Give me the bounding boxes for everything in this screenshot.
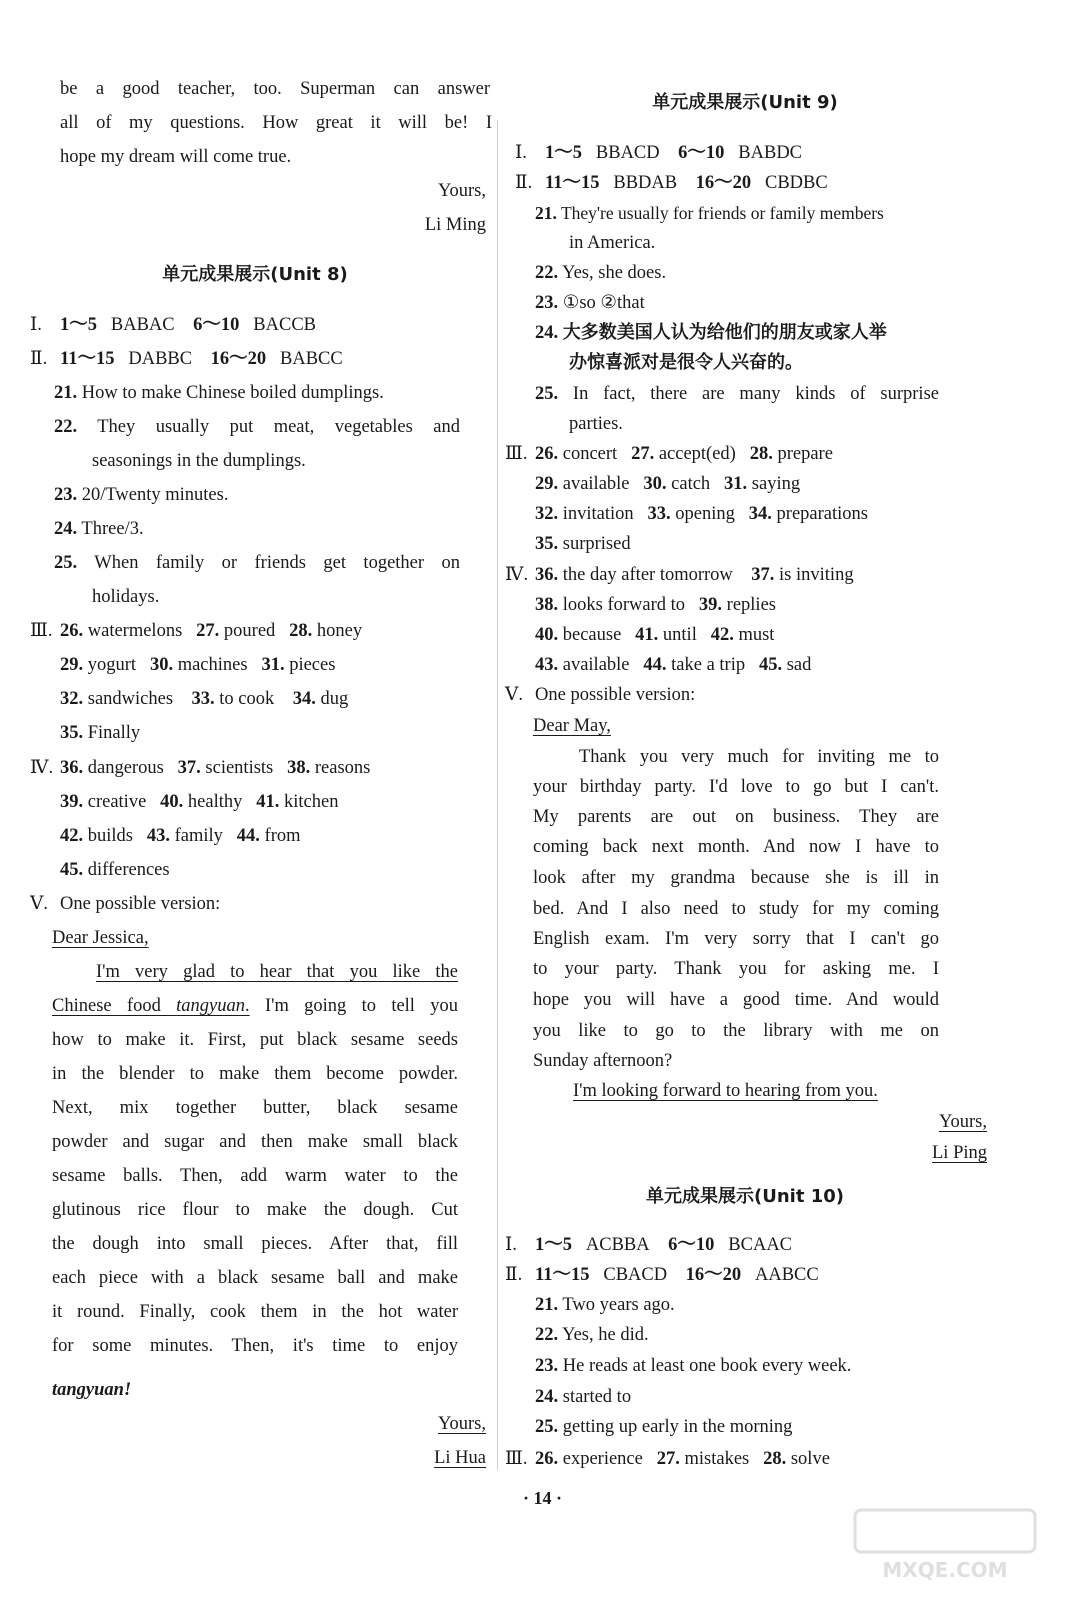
- intro-line-1: be a good teacher, too. Superman can answer: [60, 79, 490, 99]
- u9-letter-line-7: English exam. I'm very sorry that I can't go: [533, 929, 939, 949]
- section-numeral: Ⅰ.: [515, 143, 527, 163]
- u9-letter-line-9: hope you will have a good time. And would: [533, 990, 939, 1010]
- u9-letter-line-2: your birthday party. I'd love to go but I can't.: [533, 777, 939, 797]
- item-number: 27.: [656, 1449, 680, 1469]
- u8-letter-line-6: powder and sugar and then make small black: [52, 1132, 458, 1152]
- item-number: 41.: [256, 792, 280, 812]
- item-text: solve: [790, 1449, 830, 1469]
- item-text: creative: [87, 792, 147, 812]
- u9-letter-line-4: coming back next month. And now I have to: [533, 837, 939, 857]
- u9-item-24: [535, 320, 887, 346]
- range-label: 6～10: [678, 143, 725, 163]
- page-number: · 14 ·: [522, 1488, 562, 1508]
- item-text: machines: [177, 655, 248, 675]
- section-numeral: Ⅴ.: [505, 685, 523, 705]
- watermark-logo: [845, 1505, 1045, 1585]
- item-text: Yes, she does.: [562, 263, 667, 283]
- unit8-title: 单元成果展示(Unit 8): [162, 264, 348, 285]
- item-number: 21.: [54, 383, 78, 403]
- section-numeral: Ⅴ.: [30, 894, 48, 914]
- u8-letter-line-4: in the blender to make them become powder.: [52, 1064, 458, 1084]
- answers: CBDBC: [765, 173, 828, 193]
- u9-section-II: [515, 170, 828, 196]
- u9-letter-line-10: you like to go to the library with me on: [533, 1021, 939, 1041]
- u8-letter-line-12: for some minutes. Then, it's time to enjoy: [52, 1336, 458, 1356]
- item-text: kitchen: [284, 792, 339, 812]
- item-text: scientists: [205, 758, 274, 778]
- u8-section-IV-row2: [60, 789, 338, 815]
- item-text: prepare: [777, 444, 833, 464]
- item-number: 26.: [535, 444, 559, 464]
- unit9-title: 单元成果展示(Unit 9): [652, 92, 838, 113]
- item-text: experience: [562, 1449, 643, 1469]
- range-label: 11～15: [545, 173, 600, 193]
- u8-letter-line-8: glutinous rice flour to make the dough. Cut: [52, 1200, 458, 1220]
- u9-section-III-row1: [505, 441, 833, 467]
- intro-line-3: hope my dream will come true.: [60, 147, 292, 167]
- answers: BBDAB: [613, 173, 678, 193]
- item-text: differences: [87, 860, 170, 880]
- answers: ACBBA: [585, 1235, 650, 1255]
- section-numeral: Ⅲ.: [30, 621, 53, 641]
- item-text: must: [738, 625, 775, 645]
- range-label: 11～15: [535, 1265, 590, 1285]
- u8-letter-line-13: tangyuan!: [52, 1380, 132, 1400]
- u9-letter-line-5: look after my grandma because she is ill in: [533, 868, 939, 888]
- u9-item-25-cont: parties.: [569, 414, 623, 434]
- u8-item-21: [54, 380, 384, 406]
- u8-section-V: [30, 891, 220, 917]
- u10-item-22: [535, 1322, 649, 1348]
- u10-section-I: [505, 1232, 792, 1258]
- item-number: 33.: [191, 689, 215, 709]
- u8-item-25-cont: holidays.: [92, 587, 160, 607]
- section-numeral: Ⅰ.: [505, 1235, 517, 1255]
- u8-letter-line-5: Next, mix together butter, black sesame: [52, 1098, 458, 1118]
- u9-letter-line-11: Sunday afternoon?: [533, 1051, 673, 1071]
- item-number: 34.: [292, 689, 316, 709]
- range-label: 16～20: [695, 173, 752, 193]
- intro-line-2: all of my questions. How great it will be! I: [60, 113, 492, 133]
- item-text: How to make Chinese boiled dumplings.: [81, 383, 384, 403]
- u8-letter-line-7: sesame balls. Then, add warm water to the: [52, 1166, 458, 1186]
- item-number: 29.: [60, 655, 84, 675]
- u8-section-IV-row1: [30, 755, 370, 781]
- u9-section-III-row2: [535, 471, 800, 497]
- u8-signature: Li Hua: [434, 1448, 486, 1468]
- item-text: until: [662, 625, 697, 645]
- item-number: 44.: [643, 655, 667, 675]
- u8-section-IV-row4: [60, 857, 170, 883]
- item-number: 34.: [748, 504, 772, 524]
- item-number: 41.: [635, 625, 659, 645]
- answers: CBACD: [603, 1265, 668, 1285]
- u10-item-25: [535, 1414, 792, 1440]
- item-number: 27.: [631, 444, 655, 464]
- item-number: 21.: [535, 203, 557, 223]
- u8-letter-line-1: I'm very glad to hear that you like the: [96, 962, 458, 982]
- u8-item-23: [54, 482, 228, 508]
- u10-section-III: [505, 1446, 830, 1472]
- u8-item-25: [54, 550, 460, 576]
- item-text: In fact, there are many kinds of surprise: [572, 384, 939, 404]
- item-text: ①so ②that: [562, 293, 645, 313]
- item-text: He reads at least one book every week.: [562, 1356, 852, 1376]
- watermark-frame: [855, 1510, 1035, 1552]
- item-text: 20/Twenty minutes.: [81, 485, 229, 505]
- section-numeral: Ⅱ.: [515, 173, 533, 193]
- item-number: 42.: [710, 625, 734, 645]
- item-text: Three/3.: [81, 519, 144, 539]
- item-number: 40.: [160, 792, 184, 812]
- version-label: One possible version:: [60, 894, 221, 914]
- u10-item-23: [535, 1353, 851, 1379]
- section-numeral: Ⅱ.: [30, 349, 48, 369]
- u9-item-21-cont: in America.: [569, 233, 656, 253]
- intro-signature: Li Ming: [424, 215, 486, 235]
- item-text: looks forward to: [562, 595, 686, 615]
- item-text: because: [562, 625, 622, 645]
- u8-letter-line-3: how to make it. First, put black sesame seeds: [52, 1030, 458, 1050]
- item-number: 26.: [535, 1449, 559, 1469]
- item-number: 23.: [535, 1356, 559, 1376]
- answers: BABCC: [280, 349, 343, 369]
- item-text: opening: [675, 504, 735, 524]
- item-number: 36.: [60, 758, 84, 778]
- item-number: 43.: [535, 655, 559, 675]
- range-label: 16～20: [685, 1265, 742, 1285]
- item-number: 28.: [289, 621, 313, 641]
- item-number: 45.: [60, 860, 84, 880]
- item-text: mistakes: [684, 1449, 750, 1469]
- item-number: 28.: [749, 444, 773, 464]
- item-text: dangerous: [87, 758, 164, 778]
- item-number: 37.: [177, 758, 201, 778]
- item-number: 31.: [261, 655, 285, 675]
- u9-letter-line-1: Thank you very much for inviting me to: [579, 747, 939, 767]
- u8-item-22: [54, 414, 460, 440]
- answers: BABDC: [738, 143, 803, 163]
- u9-letter-closing: I'm looking forward to hearing from you.: [573, 1081, 878, 1101]
- u9-section-V: [505, 682, 695, 708]
- item-number: 43.: [146, 826, 170, 846]
- u8-letter-line-11: it round. Finally, cook them in the hot water: [52, 1302, 458, 1322]
- u9-yours: Yours,: [939, 1112, 987, 1132]
- u8-section-II: [30, 346, 343, 372]
- item-number: 30.: [643, 474, 667, 494]
- u9-section-IV-row3: [535, 622, 774, 648]
- item-number: 29.: [535, 474, 559, 494]
- item-number: 37.: [751, 565, 775, 585]
- item-number: 38.: [287, 758, 311, 778]
- range-label: 6～10: [193, 315, 240, 335]
- item-number: 22.: [535, 1325, 559, 1345]
- item-text: yogurt: [87, 655, 137, 675]
- item-text: healthy: [187, 792, 243, 812]
- item-text: started to: [562, 1387, 632, 1407]
- u8-section-III-row4: [60, 720, 140, 746]
- item-text: Finally: [87, 723, 141, 743]
- item-text: Two years ago.: [562, 1295, 675, 1315]
- item-number: 44.: [236, 826, 260, 846]
- answers: BABAC: [110, 315, 175, 335]
- u8-letter-line-2: Chinese food tangyuan. I'm going to tell you: [52, 996, 459, 1016]
- item-text: concert: [562, 444, 618, 464]
- item-number: 25.: [535, 1417, 559, 1437]
- range-label: 1～5: [535, 1235, 573, 1255]
- u9-item-24-cont: 办惊喜派对是很令人兴奋的。: [569, 352, 803, 373]
- u8-section-I: [30, 312, 316, 338]
- section-numeral: Ⅱ.: [505, 1265, 523, 1285]
- u8-letter-line-10: each piece with a black sesame ball and make: [52, 1268, 458, 1288]
- version-label: One possible version:: [535, 685, 696, 705]
- item-text: 大多数美国人认为给他们的朋友或家人举: [562, 322, 887, 343]
- item-number: 33.: [647, 504, 671, 524]
- item-text: family: [174, 826, 223, 846]
- item-text: pieces: [289, 655, 336, 675]
- item-number: 27.: [196, 621, 220, 641]
- item-text: available: [562, 474, 630, 494]
- item-text: replies: [726, 595, 776, 615]
- range-label: 1～5: [545, 143, 583, 163]
- section-numeral: Ⅲ.: [505, 1449, 528, 1469]
- u9-section-IV-row1: [505, 562, 854, 588]
- item-text: the day after tomorrow: [562, 565, 733, 585]
- u10-item-24: [535, 1384, 631, 1410]
- answers: BBACD: [595, 143, 660, 163]
- item-number: 42.: [60, 826, 84, 846]
- item-text: available: [562, 655, 630, 675]
- item-text: saying: [751, 474, 801, 494]
- item-text: They usually put meat, vegetables and: [97, 417, 460, 437]
- item-number: 32.: [535, 504, 559, 524]
- item-number: 23.: [535, 293, 559, 313]
- item-number: 35.: [535, 534, 559, 554]
- item-text: dug: [320, 689, 349, 709]
- watermark-text: MXQE.COM: [882, 1558, 1008, 1582]
- u9-item-21: [535, 200, 884, 226]
- item-text: to cook: [219, 689, 275, 709]
- item-text: getting up early in the morning: [562, 1417, 793, 1437]
- item-number: 39.: [698, 595, 723, 615]
- item-number: 36.: [535, 565, 559, 585]
- item-number: 32.: [60, 689, 84, 709]
- u9-letter-salutation: Dear May,: [533, 716, 611, 736]
- item-text: accept(ed): [658, 444, 736, 464]
- u9-section-IV-row2: [535, 592, 776, 618]
- column-divider: [497, 120, 498, 1470]
- u9-section-III-row4: [535, 531, 631, 557]
- answers: BACCB: [253, 315, 316, 335]
- item-text: from: [264, 826, 301, 846]
- unit10-title: 单元成果展示(Unit 10): [646, 1186, 844, 1207]
- u9-item-22: [535, 260, 666, 286]
- section-numeral: Ⅲ.: [505, 444, 528, 464]
- u8-letter-salutation: Dear Jessica,: [52, 928, 149, 948]
- u10-item-21: [535, 1292, 675, 1318]
- item-text: catch: [671, 474, 711, 494]
- u9-letter-line-6: bed. And I also need to study for my coming: [533, 899, 939, 919]
- item-text: surprised: [562, 534, 631, 554]
- item-number: 30.: [149, 655, 174, 675]
- item-number: 38.: [535, 595, 559, 615]
- item-text: watermelons: [87, 621, 183, 641]
- answers: BCAAC: [728, 1235, 793, 1255]
- range-label: 16～20: [210, 349, 267, 369]
- u9-section-IV-row4: [535, 652, 811, 678]
- item-text: poured: [223, 621, 276, 641]
- u8-section-III-row2: [60, 652, 335, 678]
- item-text: When family or friends get together on: [94, 553, 460, 573]
- item-text: is inviting: [779, 565, 854, 585]
- u9-signature: Li Ping: [932, 1143, 987, 1163]
- u9-section-I: [515, 140, 802, 166]
- item-number: 24.: [535, 323, 559, 343]
- item-number: 31.: [724, 474, 748, 494]
- u8-section-III-row3: [60, 686, 348, 712]
- u9-item-23: [535, 290, 645, 316]
- u10-section-II: [505, 1262, 819, 1288]
- u8-item-22-cont: seasonings in the dumplings.: [92, 451, 306, 471]
- item-text: Yes, he did.: [562, 1325, 649, 1345]
- item-text: invitation: [562, 504, 634, 524]
- u9-letter-line-8: to your party. Thank you for asking me. I: [533, 959, 939, 979]
- item-number: 40.: [535, 625, 559, 645]
- u8-section-III-row1: [30, 618, 362, 644]
- u8-section-IV-row3: [60, 823, 301, 849]
- answers: AABCC: [755, 1265, 819, 1285]
- item-number: 21.: [535, 1295, 559, 1315]
- item-text: preparations: [776, 504, 868, 524]
- item-number: 39.: [60, 792, 84, 812]
- letter-underlined-phrase: Chinese food tangyuan.: [52, 996, 250, 1016]
- u8-letter-line-9: the dough into small pieces. After that, fill: [52, 1234, 458, 1254]
- item-text: sad: [786, 655, 812, 675]
- item-number: 26.: [60, 621, 84, 641]
- section-numeral: Ⅰ.: [30, 315, 42, 335]
- answers: DABBC: [128, 349, 193, 369]
- item-number: 24.: [535, 1387, 559, 1407]
- range-label: 1～5: [60, 315, 98, 335]
- item-text: honey: [316, 621, 363, 641]
- u8-yours: Yours,: [438, 1414, 486, 1434]
- item-number: 25.: [535, 384, 559, 404]
- item-number: 24.: [54, 519, 78, 539]
- item-number: 35.: [60, 723, 84, 743]
- item-number: 25.: [54, 553, 78, 573]
- item-number: 22.: [535, 263, 559, 283]
- item-number: 23.: [54, 485, 78, 505]
- item-text: take a trip: [671, 655, 746, 675]
- u9-letter-line-3: My parents are out on business. They are: [533, 807, 939, 827]
- section-numeral: Ⅳ.: [30, 758, 54, 778]
- range-label: 6～10: [668, 1235, 715, 1255]
- item-text: builds: [87, 826, 133, 846]
- item-text: They're usually for friends or family members: [560, 203, 884, 223]
- u8-item-24: [54, 516, 144, 542]
- item-number: 22.: [54, 417, 78, 437]
- u9-section-III-row3: [535, 501, 868, 527]
- section-numeral: Ⅳ.: [505, 565, 529, 585]
- item-text: sandwiches: [87, 689, 174, 709]
- u9-item-25: [535, 381, 939, 407]
- item-text: reasons: [314, 758, 371, 778]
- intro-yours: Yours,: [438, 181, 486, 201]
- item-number: 28.: [763, 1449, 787, 1469]
- range-label: 11～15: [60, 349, 115, 369]
- item-number: 45.: [758, 655, 783, 675]
